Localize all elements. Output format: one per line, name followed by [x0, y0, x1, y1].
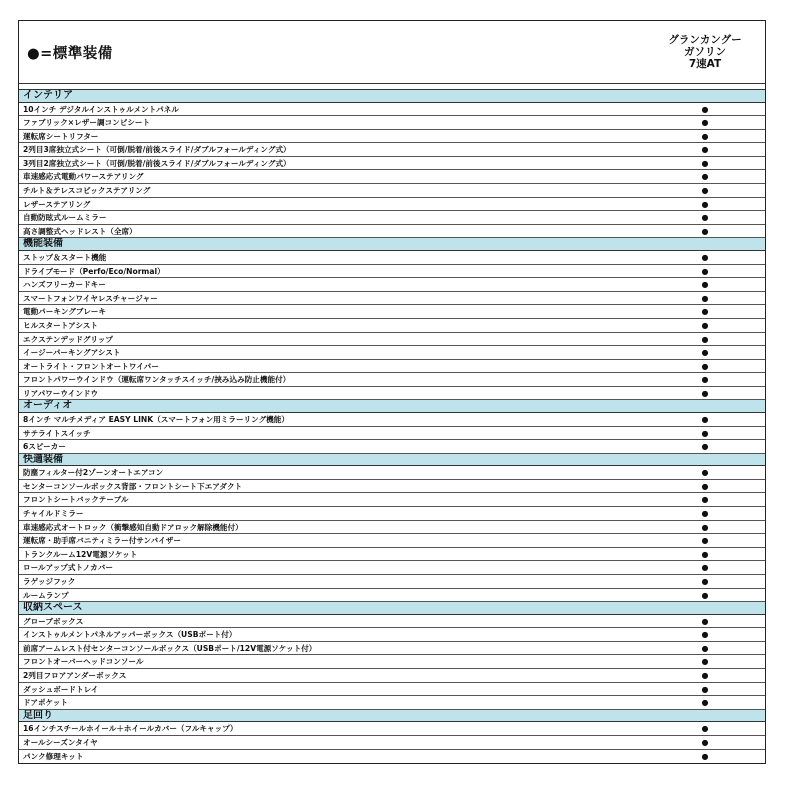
table-row	[19, 225, 765, 239]
table-row	[19, 683, 765, 697]
section-header: 足回り	[19, 710, 765, 723]
feature-name: フロントオーバーヘッドコンソール	[23, 657, 144, 667]
table-row	[19, 493, 765, 507]
standard-equipment-mark: ●	[701, 186, 709, 196]
standard-equipment-mark: ●	[701, 252, 709, 262]
standard-equipment-mark: ●	[701, 724, 709, 734]
feature-name: ファブリック×レザー調コンビシート	[23, 118, 151, 128]
table-row	[19, 198, 765, 212]
feature-name: センターコンソールボックス背部・フロントシート下エアダクト	[23, 481, 243, 491]
table-row	[19, 696, 765, 710]
standard-equipment-mark: ●	[701, 643, 709, 653]
standard-equipment-mark: ●	[701, 320, 709, 330]
table-row	[19, 628, 765, 642]
standard-equipment-mark: ●	[701, 737, 709, 747]
table-row	[19, 722, 765, 736]
feature-name: ヒルスタートアシスト	[23, 320, 98, 330]
standard-equipment-mark: ●	[701, 145, 709, 155]
feature-name: エクステンデッドグリップ	[23, 334, 113, 344]
feature-name: オートライト・フロントオートワイパー	[23, 361, 159, 371]
standard-equipment-mark: ●	[701, 577, 709, 586]
feature-name: ハンズフリーカードキー	[23, 280, 106, 290]
table-row	[19, 521, 765, 535]
feature-name: インストゥルメントパネルアッパーボックス（USBポート付）	[23, 630, 237, 640]
feature-name: グローブボックス	[23, 616, 84, 626]
standard-equipment-mark: ●	[701, 442, 709, 452]
table-row	[19, 534, 765, 548]
standard-equipment-mark: ●	[701, 375, 709, 385]
standard-equipment-mark: ●	[701, 104, 709, 114]
feature-name: 2列目フロアアンダーボックス	[23, 671, 127, 681]
feature-name: 前席アームレスト付センターコンソールボックス（USBポート/12V電源ソケット付）	[23, 643, 317, 653]
table-row	[19, 750, 765, 764]
standard-equipment-mark: ●	[701, 468, 709, 478]
standard-equipment-mark: ●	[701, 266, 709, 276]
feature-name: ダッシュボードトレイ	[23, 684, 99, 694]
table-row	[19, 103, 765, 117]
table-row	[19, 642, 765, 656]
header-legend-cell	[19, 21, 645, 83]
standard-equipment-mark: ●	[701, 590, 709, 600]
standard-equipment-mark: ●	[701, 536, 709, 546]
table-row	[19, 265, 765, 279]
standard-equipment-mark: ●	[701, 684, 709, 694]
feature-name: イージーパーキングアシスト	[23, 348, 121, 358]
model-transmission: 7速AT	[688, 58, 722, 71]
feature-name: 6スピーカー	[23, 442, 66, 452]
feature-name: リアパワーウインドウ	[23, 388, 99, 398]
feature-name: ラゲッジフック	[23, 577, 76, 586]
feature-name: 電動パーキングブレーキ	[23, 307, 106, 317]
section-header: 収納スペース	[19, 602, 765, 615]
standard-equipment-mark: ●	[701, 226, 709, 236]
section-header: 快適装備	[19, 454, 765, 467]
standard-equipment-mark: ●	[701, 522, 709, 532]
table-row	[19, 278, 765, 292]
table-body	[19, 90, 765, 763]
standard-equipment-mark: ●	[701, 549, 709, 559]
feature-name: 車速感応式オートロック（衝撃感知自動ドアロック解除機能付）	[23, 522, 243, 532]
feature-name: ドライブモード（Perfo/Eco/Normal）	[23, 266, 165, 276]
table-row	[19, 184, 765, 198]
feature-name: スマートフォンワイヤレスチャージャー	[23, 293, 158, 303]
standard-equipment-mark: ●	[701, 671, 709, 681]
standard-equipment-mark: ●	[701, 280, 709, 290]
table-row	[19, 466, 765, 480]
table-row	[19, 373, 765, 387]
table-row	[19, 413, 765, 427]
feature-name: フロントパワーウインドウ（運転席ワンタッチスイッチ/挟み込み防止機能付）	[23, 375, 291, 385]
spec-table	[18, 20, 766, 764]
feature-name: 8インチ マルチメディア EASY LINK（スマートフォン用ミラーリング機能）	[23, 414, 289, 424]
table-row	[19, 319, 765, 333]
model-name: グランカングー	[668, 33, 742, 46]
standard-equipment-mark: ●	[701, 428, 709, 438]
table-row	[19, 655, 765, 669]
standard-equipment-mark: ●	[701, 118, 709, 128]
table-row	[19, 360, 765, 374]
legend-text: ●=標準装備	[27, 45, 113, 62]
table-row	[19, 669, 765, 683]
feature-name: ロールアップ式トノカバー	[23, 563, 113, 573]
feature-name: ルームランプ	[23, 590, 69, 600]
table-row	[19, 157, 765, 171]
table-row	[19, 548, 765, 562]
standard-equipment-mark: ●	[701, 563, 709, 573]
feature-name: チャイルドミラー	[23, 509, 84, 519]
table-row	[19, 507, 765, 521]
standard-equipment-mark: ●	[701, 348, 709, 358]
standard-equipment-mark: ●	[701, 481, 709, 491]
feature-name: トランクルーム12V電源ソケット	[23, 549, 138, 559]
standard-equipment-mark: ●	[701, 307, 709, 317]
feature-name: 運転席・助手席バニティミラー付サンバイザー	[23, 536, 181, 546]
standard-equipment-mark: ●	[701, 657, 709, 667]
table-row	[19, 305, 765, 319]
table-row	[19, 387, 765, 401]
table-header	[19, 21, 765, 84]
section-header: インテリア	[19, 90, 765, 103]
feature-name: 3列目2席独立式シート（可倒/脱着/前後スライド/ダブルフォールディング式）	[23, 158, 291, 168]
feature-name: ドアポケット	[23, 698, 68, 708]
feature-name: 10インチ デジタルインストゥルメントパネル	[23, 104, 179, 114]
feature-name: 運転席シートリフター	[23, 131, 99, 141]
standard-equipment-mark: ●	[701, 334, 709, 344]
table-row	[19, 480, 765, 494]
table-row	[19, 736, 765, 750]
feature-name: 車速感応式電動パワーステアリング	[23, 172, 144, 182]
table-row	[19, 170, 765, 184]
feature-name: サテライトスイッチ	[23, 428, 91, 438]
standard-equipment-mark: ●	[701, 131, 709, 141]
table-row	[19, 575, 765, 589]
model-column-header	[645, 21, 765, 83]
feature-name: 高さ調整式ヘッドレスト（全席）	[23, 226, 137, 236]
standard-equipment-mark: ●	[701, 172, 709, 182]
table-row	[19, 589, 765, 603]
table-row	[19, 251, 765, 265]
feature-name: 自動防眩式ルームミラー	[23, 213, 107, 223]
section-header: オーディオ	[19, 400, 765, 413]
standard-equipment-mark: ●	[701, 616, 709, 626]
feature-name: 2列目3席独立式シート（可倒/脱着/前後スライド/ダブルフォールディング式）	[23, 145, 291, 155]
feature-name: パンク修理キット	[23, 751, 84, 761]
feature-name: レザーステアリング	[23, 199, 91, 209]
standard-equipment-mark: ●	[701, 751, 709, 761]
feature-name: チルト＆テレスコピックステアリング	[23, 186, 151, 196]
table-row	[19, 333, 765, 347]
feature-name: 防塵フィルター付2ゾーンオートエアコン	[23, 468, 164, 478]
standard-equipment-mark: ●	[701, 158, 709, 168]
table-row	[19, 292, 765, 306]
model-fuel: ガソリン	[684, 45, 726, 58]
table-row	[19, 427, 765, 441]
standard-equipment-mark: ●	[701, 495, 709, 505]
table-row	[19, 615, 765, 629]
standard-equipment-mark: ●	[701, 414, 709, 424]
feature-name: ストップ＆スタート機能	[23, 252, 107, 262]
standard-equipment-mark: ●	[701, 293, 709, 303]
table-row	[19, 130, 765, 144]
feature-name: 16インチスチールホイール＋ホイールカバー（フルキャップ）	[23, 724, 238, 734]
standard-equipment-mark: ●	[701, 509, 709, 519]
table-row	[19, 561, 765, 575]
standard-equipment-mark: ●	[701, 388, 709, 398]
table-row	[19, 143, 765, 157]
standard-equipment-mark: ●	[701, 361, 709, 371]
feature-name: フロントシートバックテーブル	[23, 495, 129, 505]
table-row	[19, 116, 765, 130]
feature-name: オールシーズンタイヤ	[23, 737, 98, 747]
standard-equipment-mark: ●	[701, 698, 709, 708]
standard-equipment-mark: ●	[701, 199, 709, 209]
table-row	[19, 440, 765, 454]
standard-equipment-mark: ●	[701, 630, 709, 640]
table-row	[19, 211, 765, 225]
table-row	[19, 346, 765, 360]
section-header: 機能装備	[19, 238, 765, 251]
standard-equipment-mark: ●	[701, 213, 709, 223]
